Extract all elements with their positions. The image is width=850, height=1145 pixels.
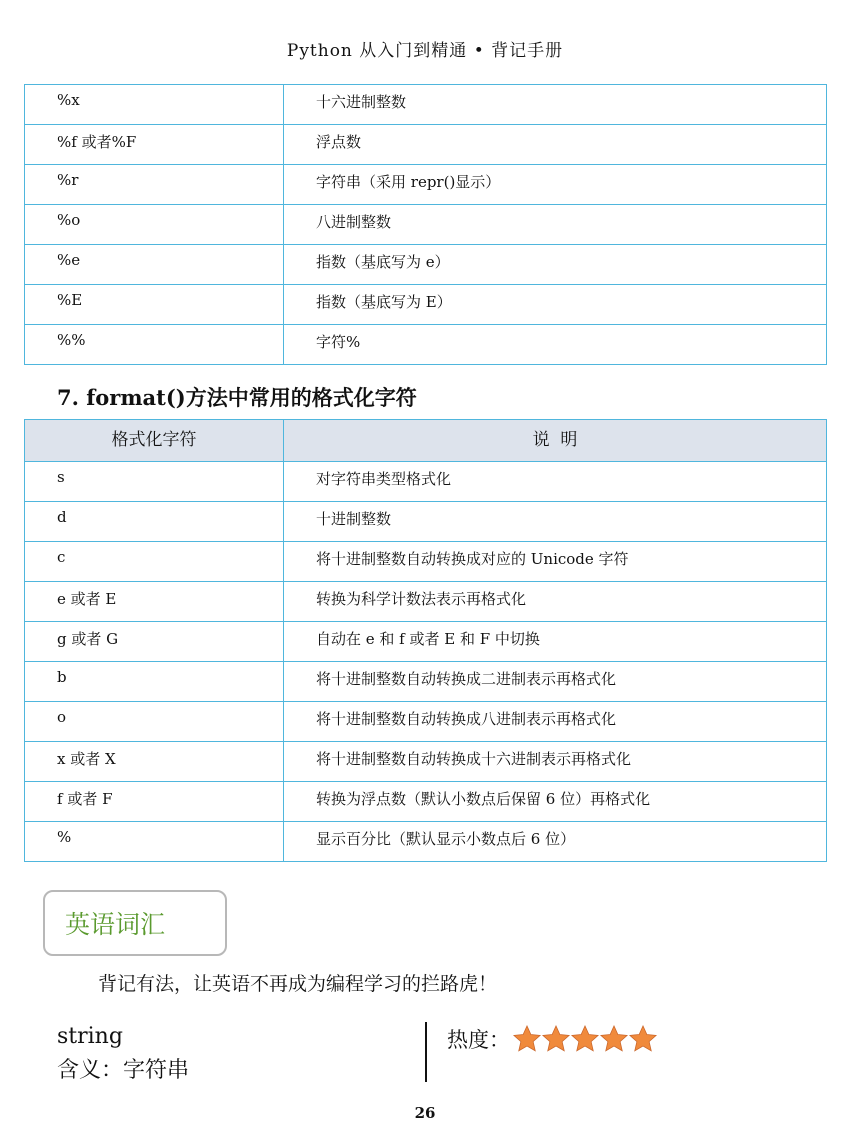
description-cell: 转换为浮点数（默认小数点后保留 6 位）再格式化	[284, 782, 827, 822]
description-cell: 将十进制整数自动转换成十六进制表示再格式化	[284, 742, 827, 782]
star-icon	[512, 1024, 542, 1054]
page-number: 26	[414, 1104, 436, 1122]
description-cell: 自动在 e 和 f 或者 E 和 F 中切换	[284, 622, 827, 662]
table-row	[25, 165, 827, 205]
table-row	[25, 325, 827, 365]
description-cell: 指数（基底写为 e）	[284, 245, 827, 285]
star-rating	[512, 1024, 657, 1054]
description-cell: 十六进制整数	[284, 85, 827, 125]
table-row	[25, 702, 827, 742]
description-cell: 八进制整数	[284, 205, 827, 245]
description-cell: 转换为科学计数法表示再格式化	[284, 582, 827, 622]
table-row	[25, 502, 827, 542]
column-header-format-char: 格式化字符	[25, 420, 284, 462]
vocab-meaning: 含义：字符串	[57, 1058, 190, 1083]
table-row	[25, 782, 827, 822]
description-cell: 将十进制整数自动转换成对应的 Unicode 字符	[284, 542, 827, 582]
format-char-cell: %%	[25, 325, 284, 365]
table-row	[25, 822, 827, 862]
format-char-cell: %r	[25, 165, 284, 205]
format-char-cell: f 或者 F	[25, 782, 284, 822]
table-row	[25, 742, 827, 782]
column-header-description: 说 明	[284, 420, 827, 462]
description-cell: 对字符串类型格式化	[284, 462, 827, 502]
description-cell: 十进制整数	[284, 502, 827, 542]
format-char-cell: s	[25, 462, 284, 502]
star-icon	[599, 1024, 629, 1054]
table-row	[25, 205, 827, 245]
vocab-word: string	[57, 1024, 123, 1049]
vocabulary-box	[43, 890, 227, 956]
format-char-cell: %x	[25, 85, 284, 125]
table-row	[25, 245, 827, 285]
format-char-cell: %f 或者%F	[25, 125, 284, 165]
description-cell: 将十进制整数自动转换成二进制表示再格式化	[284, 662, 827, 702]
star-icon	[541, 1024, 571, 1054]
format-char-cell: o	[25, 702, 284, 742]
description-cell: 指数（基底写为 E）	[284, 285, 827, 325]
format-char-cell: %	[25, 822, 284, 862]
vertical-divider	[425, 1022, 427, 1082]
format-char-cell: %o	[25, 205, 284, 245]
description-cell: 字符%	[284, 325, 827, 365]
table-header-row	[25, 420, 827, 462]
star-icon	[628, 1024, 658, 1054]
running-header: Python 从入门到精通 • 背记手册	[286, 41, 564, 61]
format-char-cell: %e	[25, 245, 284, 285]
heat-rating	[447, 1024, 657, 1054]
table-row	[25, 662, 827, 702]
table-row	[25, 542, 827, 582]
section-title: 7. format()方法中常用的格式化字符	[57, 385, 417, 410]
description-cell: 字符串（采用 repr()显示）	[284, 165, 827, 205]
format-char-cell: d	[25, 502, 284, 542]
table-row	[25, 622, 827, 662]
format-char-cell: %E	[25, 285, 284, 325]
format-method-table	[24, 419, 827, 862]
table-row	[25, 85, 827, 125]
star-icon	[570, 1024, 600, 1054]
format-char-cell: e 或者 E	[25, 582, 284, 622]
format-char-cell: x 或者 X	[25, 742, 284, 782]
format-char-cell: c	[25, 542, 284, 582]
format-operator-table	[24, 84, 827, 365]
table-row	[25, 582, 827, 622]
format-char-cell: b	[25, 662, 284, 702]
table-row	[25, 462, 827, 502]
heat-label: 热度：	[447, 1028, 510, 1052]
description-cell: 浮点数	[284, 125, 827, 165]
table-row	[25, 125, 827, 165]
table-row	[25, 285, 827, 325]
vocabulary-slogan: 背记有法，让英语不再成为编程学习的拦路虎！	[98, 973, 498, 995]
description-cell: 将十进制整数自动转换成八进制表示再格式化	[284, 702, 827, 742]
description-cell: 显示百分比（默认显示小数点后 6 位）	[284, 822, 827, 862]
format-char-cell: g 或者 G	[25, 622, 284, 662]
vocabulary-box-title: 英语词汇	[65, 910, 166, 939]
